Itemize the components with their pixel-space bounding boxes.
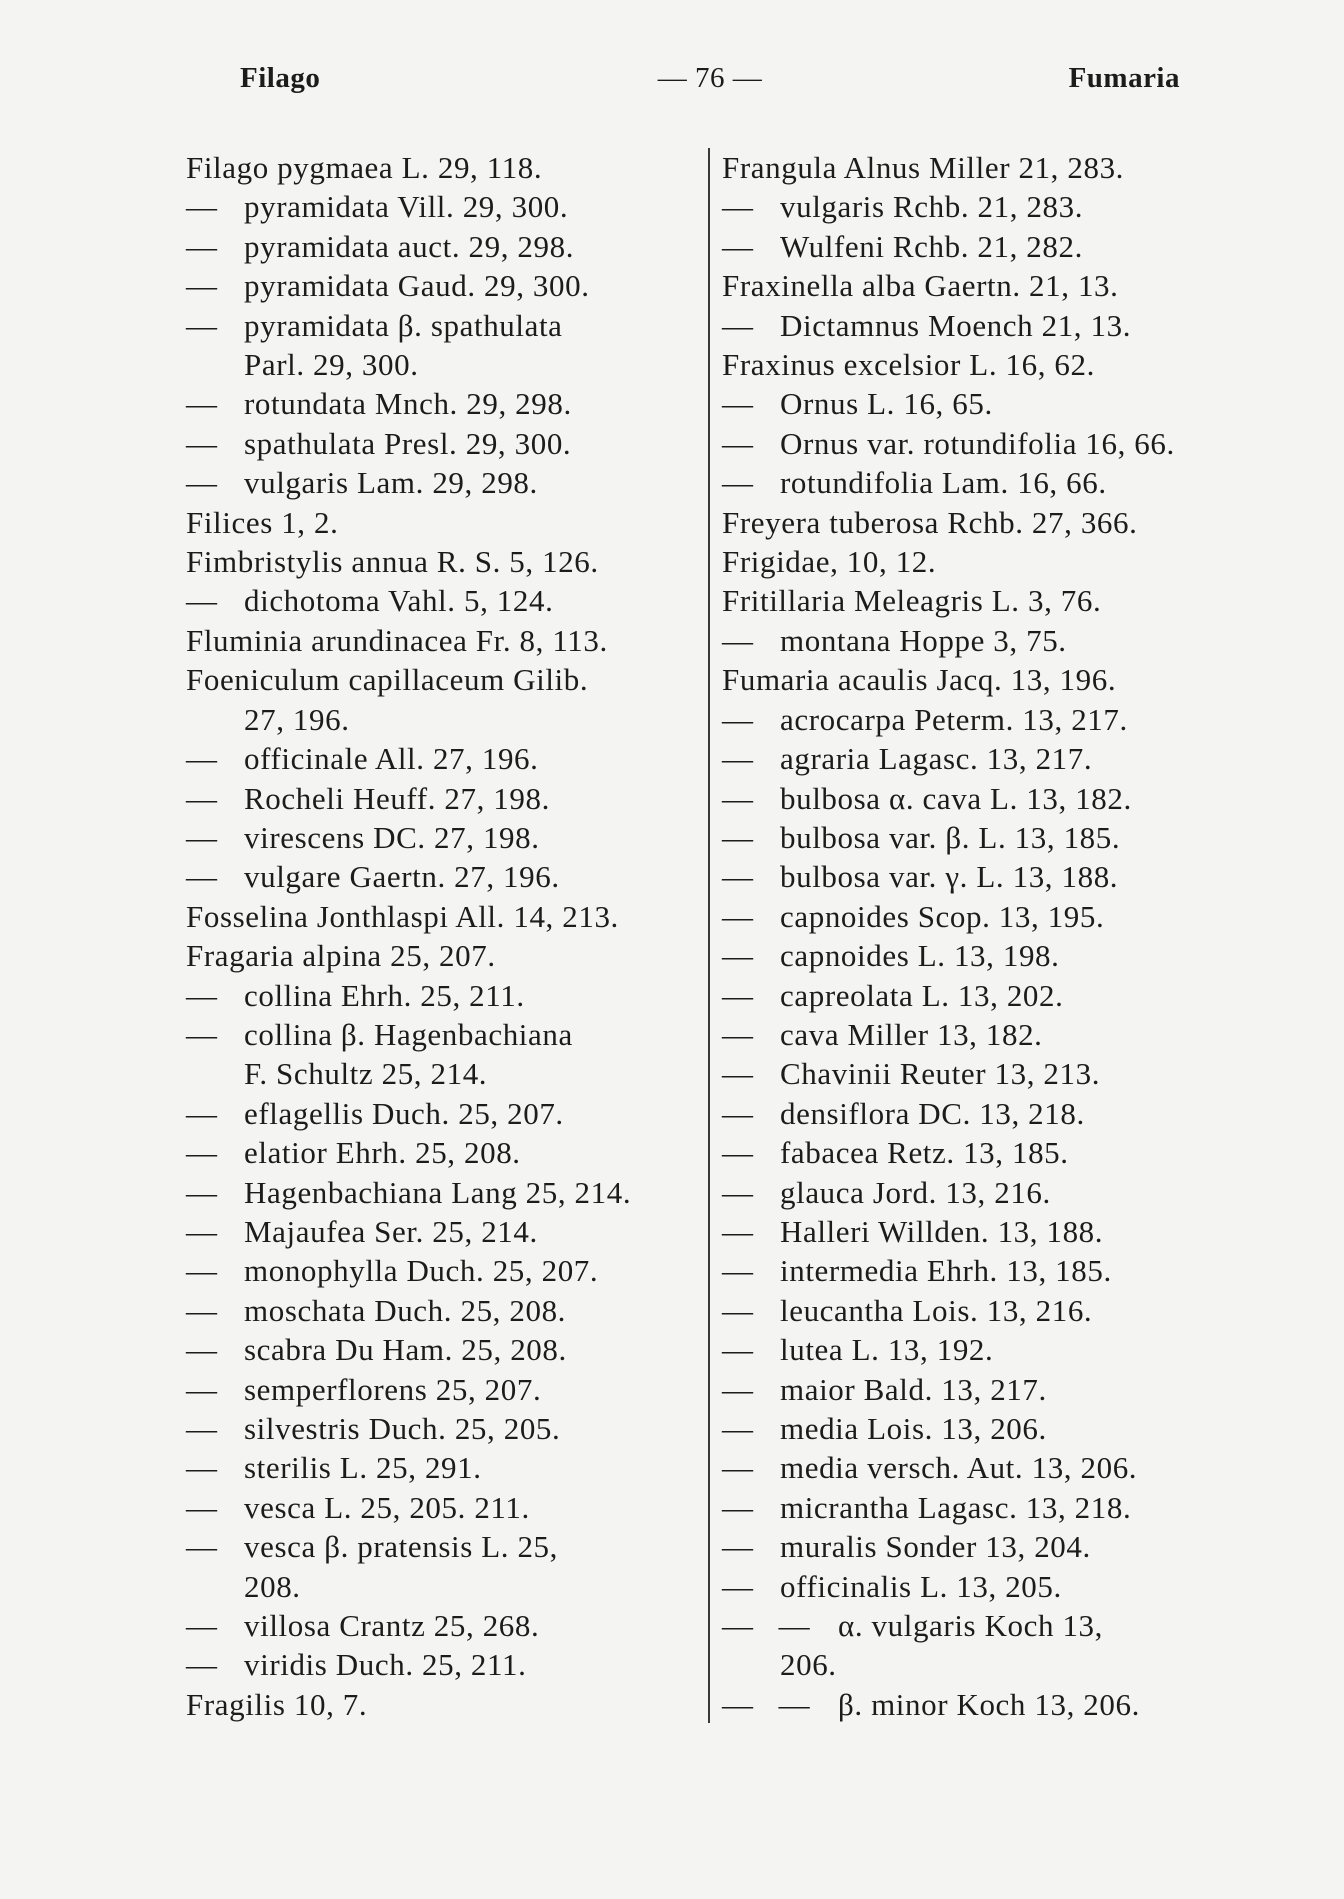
index-entry-text: capnoides L. 13, 198.: [780, 938, 1060, 974]
index-entry: [186, 542, 706, 581]
index-entry: [722, 1527, 1252, 1566]
ditto-dash: —: [722, 859, 754, 895]
index-entry: [186, 1291, 706, 1330]
index-entry-text: cava Miller 13, 182.: [780, 1016, 1043, 1052]
ditto-dash: —: [722, 1174, 754, 1210]
index-entry-text: Filices 1, 2.: [186, 504, 339, 540]
index-entry: [186, 148, 706, 187]
index-entry-text: leucantha Lois. 13, 216.: [780, 1292, 1093, 1328]
index-entry-text: Fumaria acaulis Jacq. 13, 196.: [722, 662, 1117, 698]
index-entry: [722, 779, 1252, 818]
index-entry-text: eflagellis Duch. 25, 207.: [244, 1095, 564, 1131]
ditto-dash: —: [186, 977, 218, 1013]
index-entry-text: rotundifolia Lam. 16, 66.: [780, 465, 1107, 501]
index-entry: [722, 897, 1252, 936]
index-entry: [186, 1212, 706, 1251]
index-entry-text: Frangula Alnus Miller 21, 283.: [722, 150, 1125, 185]
ditto-dash: —: [722, 1529, 754, 1565]
index-entry: [722, 463, 1252, 502]
index-entry-text: collina β. Hagenbachiana: [244, 1016, 573, 1052]
ditto-dash: —: [722, 1213, 754, 1249]
index-entry: [186, 700, 706, 739]
index-entry: [186, 1488, 706, 1527]
index-entry: [722, 1212, 1252, 1251]
index-entry-text: moschata Duch. 25, 208.: [244, 1292, 567, 1328]
ditto-dash: —: [722, 1253, 754, 1289]
index-entry: [722, 148, 1252, 187]
ditto-dash: — —: [722, 1608, 811, 1644]
index-entry-text: Fragaria alpina 25, 207.: [186, 938, 496, 974]
index-entry-text: Fraxinus excelsior L. 16, 62.: [722, 347, 1095, 383]
ditto-dash: —: [186, 859, 218, 895]
ditto-dash: —: [722, 622, 754, 658]
index-entry-text: bulbosa var. γ. L. 13, 188.: [780, 859, 1119, 895]
index-entry-text: spathulata Presl. 29, 300.: [244, 425, 572, 461]
index-entry-text: micrantha Lagasc. 13, 218.: [780, 1489, 1132, 1525]
index-entry: [186, 1409, 706, 1448]
ditto-dash: —: [186, 386, 218, 422]
ditto-dash: —: [186, 1253, 218, 1289]
header-left-term: Filago: [240, 62, 321, 94]
index-entry: [186, 1133, 706, 1172]
ditto-dash: —: [186, 465, 218, 501]
ditto-dash: —: [722, 307, 754, 343]
index-entry-text: media Lois. 13, 206.: [780, 1411, 1047, 1446]
index-entry-text: elatior Ehrh. 25, 208.: [244, 1135, 521, 1171]
index-entry: [722, 345, 1252, 384]
index-entry: [722, 818, 1252, 857]
index-entry-text: Halleri Willden. 13, 188.: [780, 1213, 1104, 1249]
index-entry: [186, 266, 706, 305]
ditto-dash: —: [186, 1450, 218, 1486]
index-entry-text: vulgaris Rchb. 21, 283.: [780, 189, 1084, 225]
ditto-dash: —: [186, 228, 218, 264]
ditto-dash: —: [722, 1332, 754, 1368]
index-entry: [186, 306, 706, 345]
index-entry-text: maior Bald. 13, 217.: [780, 1371, 1047, 1407]
index-entry: [722, 187, 1252, 226]
index-entry: [722, 384, 1252, 423]
column-divider: [708, 148, 710, 1723]
index-entry: [186, 1645, 706, 1684]
ditto-dash: —: [186, 1174, 218, 1210]
index-entry: [186, 424, 706, 463]
index-entry: [722, 1291, 1252, 1330]
index-entry: [186, 976, 706, 1015]
index-entry-text: Parl. 29, 300.: [244, 347, 419, 383]
index-entry: [722, 1645, 1252, 1684]
index-entry: [186, 779, 706, 818]
index-entry-text: silvestris Duch. 25, 205.: [244, 1411, 561, 1446]
ditto-dash: —: [722, 1095, 754, 1131]
index-entry: [186, 1606, 706, 1645]
ditto-dash: —: [186, 1647, 218, 1683]
index-entry-text: α. vulgaris Koch 13,: [838, 1608, 1104, 1644]
index-entry-text: Majaufea Ser. 25, 214.: [244, 1213, 538, 1249]
ditto-dash: —: [722, 780, 754, 816]
index-entry-text: collina Ehrh. 25, 211.: [244, 977, 525, 1013]
index-entry: [186, 503, 706, 542]
index-entry-text: sterilis L. 25, 291.: [244, 1450, 482, 1486]
index-entry-text: virescens DC. 27, 198.: [244, 819, 540, 855]
index-entry-text: Foeniculum capillaceum Gilib.: [186, 662, 589, 698]
index-entry: [186, 857, 706, 896]
index-entry-text: intermedia Ehrh. 13, 185.: [780, 1253, 1112, 1289]
index-entry-text: Fragilis 10, 7.: [186, 1686, 368, 1722]
index-entry: [722, 1606, 1252, 1645]
page-header: [240, 62, 1180, 106]
index-entry: [722, 1488, 1252, 1527]
index-entry: [722, 936, 1252, 975]
index-entry-text: Fosselina Jonthlaspi All. 14, 213.: [186, 898, 619, 934]
index-entry: [722, 1054, 1252, 1093]
ditto-dash: —: [186, 583, 218, 619]
ditto-dash: —: [722, 1135, 754, 1171]
index-entry: [186, 1567, 706, 1606]
ditto-dash: —: [186, 1095, 218, 1131]
index-entry: [722, 1173, 1252, 1212]
index-entry-text: montana Hoppe 3, 75.: [780, 622, 1067, 658]
ditto-dash: — —: [722, 1686, 811, 1722]
index-entry: [722, 503, 1252, 542]
index-entry: [186, 1330, 706, 1369]
index-entry-text: pyramidata Gaud. 29, 300.: [244, 268, 590, 304]
index-entry: [186, 1685, 706, 1724]
index-entry: [722, 976, 1252, 1015]
index-entry: [722, 424, 1252, 463]
ditto-dash: —: [186, 1292, 218, 1328]
ditto-dash: —: [722, 1489, 754, 1525]
index-entry-text: Frigidae, 10, 12.: [722, 544, 937, 580]
index-entry-text: Ornus L. 16, 65.: [780, 386, 993, 422]
index-entry-text: pyramidata Vill. 29, 300.: [244, 189, 569, 225]
index-entry-text: 206.: [780, 1647, 837, 1683]
ditto-dash: —: [722, 898, 754, 934]
index-entry: [722, 1133, 1252, 1172]
index-entry: [722, 266, 1252, 305]
index-entry-text: Wulfeni Rchb. 21, 282.: [780, 228, 1083, 264]
ditto-dash: —: [722, 386, 754, 422]
ditto-dash: —: [722, 701, 754, 737]
index-entry: [722, 227, 1252, 266]
ditto-dash: —: [722, 425, 754, 461]
index-entry: [722, 857, 1252, 896]
index-entry-text: 27, 196.: [244, 701, 350, 737]
index-entry: [722, 1251, 1252, 1290]
index-entry-text: Fritillaria Meleagris L. 3, 76.: [722, 583, 1102, 619]
index-entry: [722, 700, 1252, 739]
index-entry: [722, 1094, 1252, 1133]
index-entry: [722, 1015, 1252, 1054]
ditto-dash: —: [186, 189, 218, 225]
index-entry-text: muralis Sonder 13, 204.: [780, 1529, 1091, 1565]
ditto-dash: —: [186, 425, 218, 461]
index-entry-text: media versch. Aut. 13, 206.: [780, 1450, 1138, 1486]
ditto-dash: —: [722, 938, 754, 974]
index-entry: [722, 1448, 1252, 1487]
ditto-dash: —: [186, 1332, 218, 1368]
index-entry-text: Ornus var. rotundifolia 16, 66.: [780, 425, 1175, 461]
index-entry: [722, 739, 1252, 778]
index-entry: [722, 581, 1252, 620]
index-entry: [186, 1173, 706, 1212]
index-entry-text: officinalis L. 13, 205.: [780, 1568, 1062, 1604]
index-entry-text: Dictamnus Moench 21, 13.: [780, 307, 1132, 343]
ditto-dash: —: [186, 1411, 218, 1446]
ditto-dash: —: [186, 1489, 218, 1525]
index-entry-text: bulbosa α. cava L. 13, 182.: [780, 780, 1132, 816]
index-entry: [186, 1251, 706, 1290]
index-entry: [186, 227, 706, 266]
ditto-dash: —: [722, 189, 754, 225]
ditto-dash: —: [722, 1292, 754, 1328]
index-entry: [186, 739, 706, 778]
index-entry-text: Fluminia arundinacea Fr. 8, 113.: [186, 622, 608, 658]
ditto-dash: —: [186, 1135, 218, 1171]
index-entry-text: glauca Jord. 13, 216.: [780, 1174, 1051, 1210]
index-entry: [722, 1370, 1252, 1409]
index-entry-text: vesca L. 25, 205. 211.: [244, 1489, 530, 1525]
ditto-dash: —: [186, 741, 218, 777]
index-entry: [186, 345, 706, 384]
index-entry-text: agraria Lagasc. 13, 217.: [780, 741, 1093, 777]
index-entry-text: 208.: [244, 1568, 301, 1604]
index-entry-text: F. Schultz 25, 214.: [244, 1056, 488, 1092]
ditto-dash: —: [722, 465, 754, 501]
page-number: — 76 —: [657, 62, 763, 94]
index-entry: [722, 1567, 1252, 1606]
index-entry-text: bulbosa var. β. L. 13, 185.: [780, 819, 1121, 855]
index-entry: [186, 1054, 706, 1093]
index-entry-text: semperflorens 25, 207.: [244, 1371, 542, 1407]
index-entry: [722, 1685, 1252, 1724]
index-entry-text: acrocarpa Peterm. 13, 217.: [780, 701, 1128, 737]
ditto-dash: —: [186, 1529, 218, 1565]
index-entry-text: capnoides Scop. 13, 195.: [780, 898, 1105, 934]
index-entry: [186, 660, 706, 699]
index-entry: [186, 1015, 706, 1054]
index-entry-text: pyramidata β. spathulata: [244, 307, 563, 343]
index-entry-text: Chavinii Reuter 13, 213.: [780, 1056, 1101, 1092]
index-entry: [186, 621, 706, 660]
index-entry-text: Hagenbachiana Lang 25, 214.: [244, 1174, 632, 1210]
ditto-dash: —: [186, 268, 218, 304]
ditto-dash: —: [722, 1371, 754, 1407]
index-entry-text: densiflora DC. 13, 218.: [780, 1095, 1085, 1131]
ditto-dash: —: [722, 1568, 754, 1604]
ditto-dash: —: [186, 1371, 218, 1407]
index-entry: [722, 621, 1252, 660]
ditto-dash: —: [722, 1016, 754, 1052]
index-entry-text: monophylla Duch. 25, 207.: [244, 1253, 599, 1289]
index-entry: [186, 818, 706, 857]
index-entry-text: lutea L. 13, 192.: [780, 1332, 994, 1368]
index-entry: [722, 1409, 1252, 1448]
ditto-dash: —: [722, 977, 754, 1013]
index-entry-text: Filago pygmaea L. 29, 118.: [186, 150, 543, 185]
right-index-column: [722, 148, 1252, 1724]
index-entry-text: β. minor Koch 13, 206.: [838, 1686, 1140, 1722]
header-right-term: Fumaria: [1068, 62, 1180, 94]
ditto-dash: —: [722, 1450, 754, 1486]
index-entry-text: Freyera tuberosa Rchb. 27, 366.: [722, 504, 1138, 540]
ditto-dash: —: [722, 1056, 754, 1092]
ditto-dash: —: [722, 741, 754, 777]
index-entry-text: Fimbristylis annua R. S. 5, 126.: [186, 544, 599, 580]
index-entry-text: villosa Crantz 25, 268.: [244, 1608, 540, 1644]
index-entry: [186, 1370, 706, 1409]
index-entry: [186, 897, 706, 936]
index-entry: [186, 187, 706, 226]
ditto-dash: —: [722, 228, 754, 264]
index-entry: [186, 384, 706, 423]
ditto-dash: —: [186, 780, 218, 816]
index-entry: [722, 542, 1252, 581]
index-entry-text: pyramidata auct. 29, 298.: [244, 228, 575, 264]
ditto-dash: —: [722, 1411, 754, 1446]
ditto-dash: —: [186, 1016, 218, 1052]
ditto-dash: —: [186, 1608, 218, 1644]
ditto-dash: —: [722, 819, 754, 855]
index-entry-text: viridis Duch. 25, 211.: [244, 1647, 527, 1683]
index-entry-text: vulgare Gaertn. 27, 196.: [244, 859, 560, 895]
ditto-dash: —: [186, 307, 218, 343]
index-entry-text: dichotoma Vahl. 5, 124.: [244, 583, 554, 619]
index-entry-text: Rocheli Heuff. 27, 198.: [244, 780, 550, 816]
index-entry-text: capreolata L. 13, 202.: [780, 977, 1064, 1013]
index-entry: [186, 936, 706, 975]
index-entry: [186, 1094, 706, 1133]
index-entry-text: rotundata Mnch. 29, 298.: [244, 386, 572, 422]
index-entry-text: officinale All. 27, 196.: [244, 741, 539, 777]
index-entry-text: Fraxinella alba Gaertn. 21, 13.: [722, 268, 1119, 304]
left-index-column: [186, 148, 706, 1724]
index-entry-text: vulgaris Lam. 29, 298.: [244, 465, 538, 501]
ditto-dash: —: [186, 1213, 218, 1249]
index-entry-text: fabacea Retz. 13, 185.: [780, 1135, 1069, 1171]
index-entry-text: vesca β. pratensis L. 25,: [244, 1529, 558, 1565]
index-entry: [186, 581, 706, 620]
ditto-dash: —: [186, 819, 218, 855]
index-entry: [722, 1330, 1252, 1369]
index-entry: [186, 1448, 706, 1487]
index-entry-text: scabra Du Ham. 25, 208.: [244, 1332, 567, 1368]
index-entry: [722, 306, 1252, 345]
index-entry: [186, 1527, 706, 1566]
index-entry: [186, 463, 706, 502]
index-entry: [722, 660, 1252, 699]
